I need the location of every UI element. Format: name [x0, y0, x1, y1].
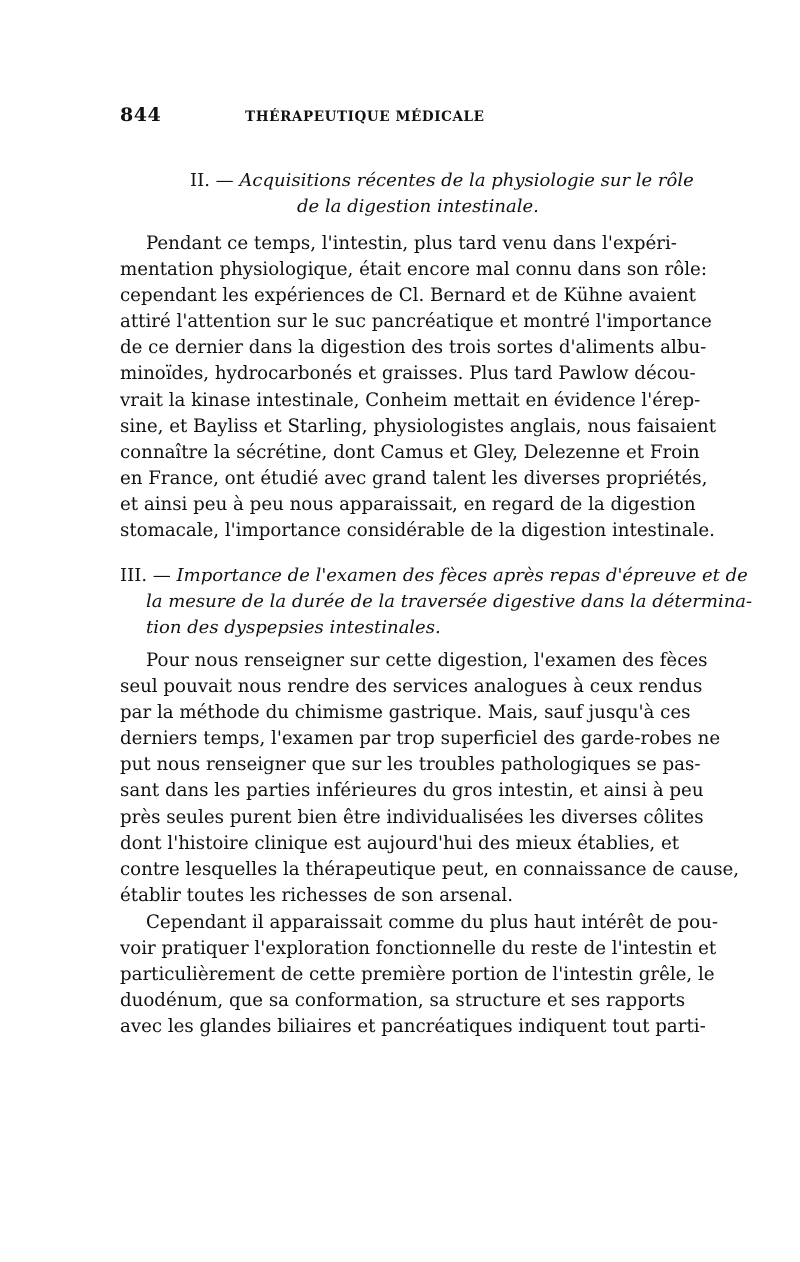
text-line: par la méthode du chimisme gastrique. Mais, sauf jusqu'à ces [120, 702, 691, 724]
running-title: THÉRAPEUTIQUE MÉDICALE [245, 109, 485, 125]
text-line: de ce dernier dans la digestion des trois sortes d'aliments albu- [120, 337, 707, 359]
section-iii-numeral: III. — [120, 565, 171, 586]
section-ii-paragraph [120, 231, 717, 544]
section-iii-paragraph-2 [120, 910, 718, 1040]
text-line: connaître la sécrétine, dont Camus et Gley, Delezenne et Froin [120, 441, 700, 463]
text-line: en France, ont étudié avec grand talent les diverses propriétés, [120, 467, 708, 489]
text-line: sine, et Bayliss et Starling, physiologistes anglais, nous faisaient [120, 415, 717, 437]
text-line: Pour nous renseigner sur cette digestion, l'examen des fèces [146, 650, 708, 671]
section-ii-title-line: de la digestion intestinale. [297, 196, 539, 217]
section-iii-heading [120, 563, 753, 641]
page-number: 844 [120, 104, 162, 126]
text-line: mentation physiologique, était encore mal connu dans son rôle: [120, 259, 707, 281]
text-line: stomacale, l'importance considérable de la digestion intestinale. [120, 520, 715, 542]
text-line: et ainsi peu à peu nous apparaissait, en regard de la digestion [120, 493, 696, 515]
text-line: derniers temps, l'examen par trop superficiel des garde-robes ne [120, 728, 721, 750]
section-ii-heading [190, 168, 694, 220]
section-iii-title-line: la mesure de la durée de la traversée digestive dans la détermina- [146, 591, 753, 612]
text-line: sant dans les parties inférieures du gros intestin, et ainsi à peu [120, 780, 704, 802]
text-line: put nous renseigner que sur les troubles pathologiques se pas- [120, 754, 701, 776]
text-line: Pendant ce temps, l'intestin, plus tard venu dans l'expéri- [146, 233, 677, 254]
section-iii-title-line: Importance de l'examen des fèces après repas d'épreuve et de [176, 565, 748, 586]
text-line: seul pouvait nous rendre des services analogues à ceux rendus [120, 676, 703, 698]
section-ii-numeral: II. — [190, 170, 234, 191]
text-line: vrait la kinase intestinale, Conheim mettait en évidence l'érep- [120, 389, 701, 411]
section-ii-title-line: Acquisitions récentes de la physiologie sur le rôle [239, 170, 694, 191]
text-line: Cependant il apparaissait comme du plus haut intérêt de pou- [146, 912, 718, 933]
text-line: particulièrement de cette première portion de l'intestin grêle, le [120, 964, 715, 986]
text-line: près seules purent bien être individualisées les diverses côlites [120, 806, 704, 828]
text-line: minoïdes, hydrocarbonés et graisses. Plus tard Pawlow décou- [120, 363, 696, 385]
text-line: duodénum, que sa conformation, sa structure et ses rapports [120, 990, 686, 1012]
text-line: cependant les expériences de Cl. Bernard et de Kühne avaient [120, 285, 696, 307]
text-line: contre lesquelles la thérapeutique peut, en connaissance de cause, [120, 858, 740, 880]
section-iii-paragraph-1 [120, 648, 740, 909]
section-iii-title-line: tion des dyspepsies intestinales. [146, 617, 441, 638]
page-header [120, 104, 672, 126]
text-line: attiré l'attention sur le suc pancréatique et montré l'importance [120, 311, 712, 333]
text-line: établir toutes les richesses de son arsenal. [120, 884, 513, 906]
text-line: voir pratiquer l'exploration fonctionnelle du reste de l'intestin et [120, 938, 717, 960]
text-line: dont l'histoire clinique est aujourd'hui des mieux établies, et [120, 832, 680, 854]
text-line: avec les glandes biliaires et pancréatiques indiquent tout parti- [120, 1016, 706, 1038]
